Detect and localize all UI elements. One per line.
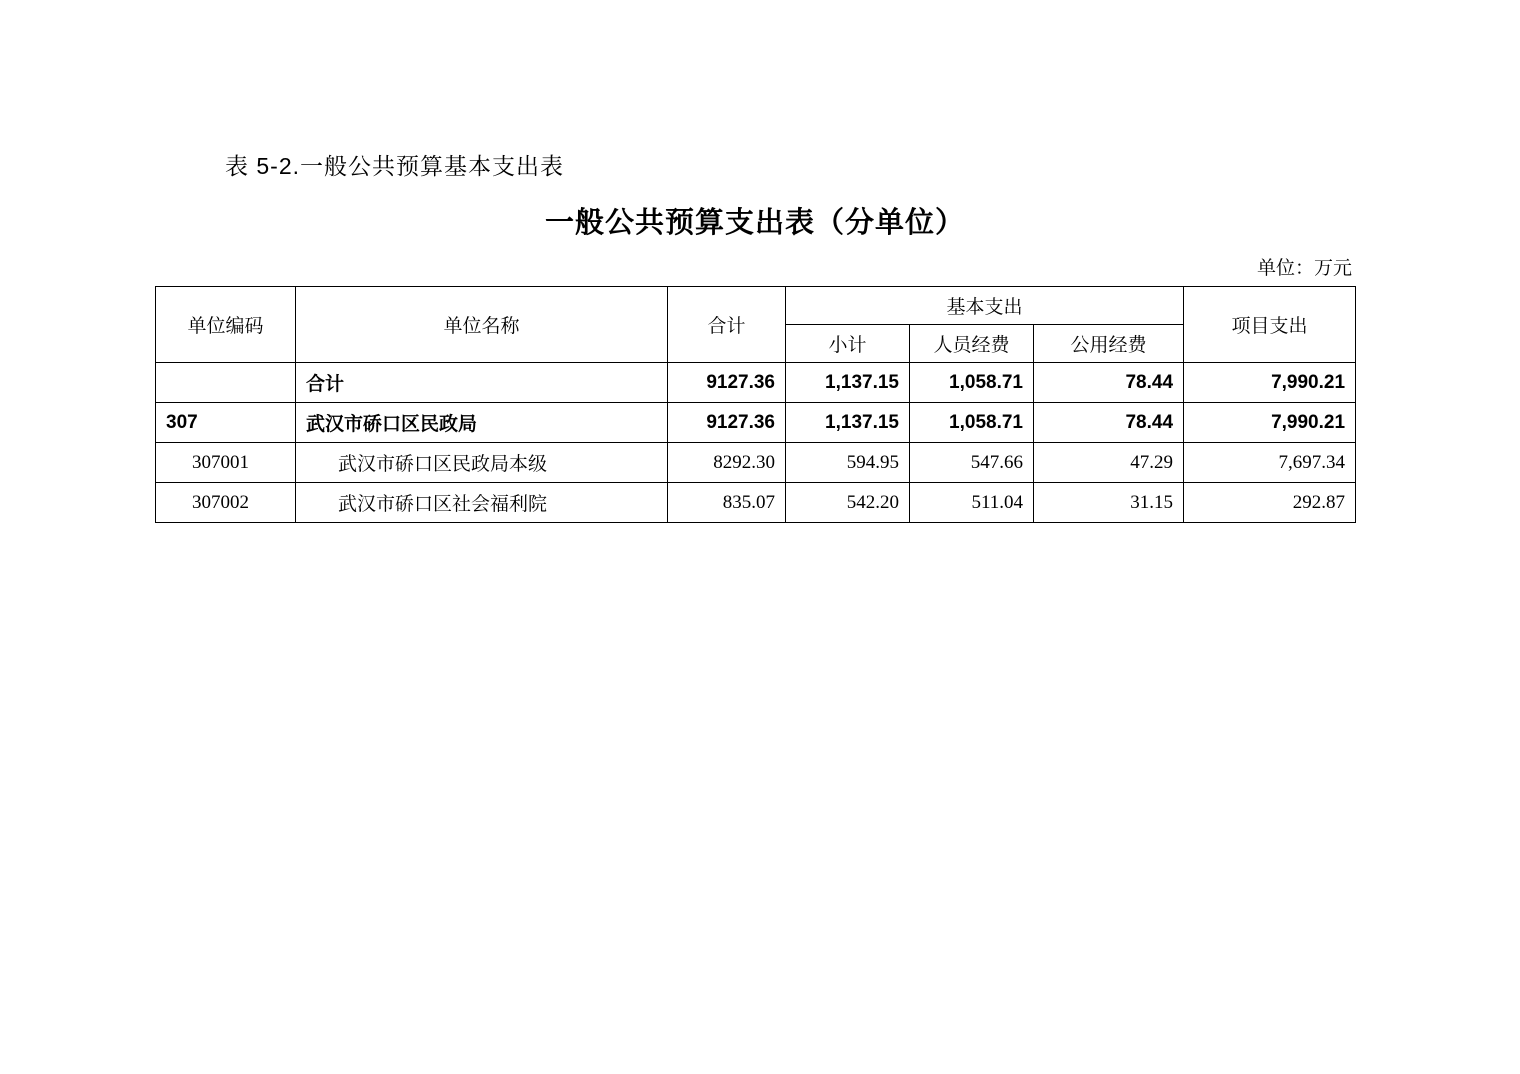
cell-total: 835.07 xyxy=(668,483,786,523)
budget-table xyxy=(155,286,1356,523)
column-header-basic-expenditure: 基本支出 xyxy=(786,287,1184,325)
cell-personnel: 1,058.71 xyxy=(910,363,1034,403)
table-row xyxy=(156,363,1356,403)
cell-personnel: 1,058.71 xyxy=(910,403,1034,443)
table-header xyxy=(156,287,1356,363)
page-title: 一般公共预算支出表（分单位） xyxy=(544,205,965,239)
cell-public: 78.44 xyxy=(1034,403,1184,443)
column-header-project-expenditure: 项目支出 xyxy=(1184,287,1356,363)
cell-unit-code xyxy=(156,363,296,403)
table-row xyxy=(156,443,1356,483)
cell-public: 47.29 xyxy=(1034,443,1184,483)
cell-unit-code: 307 xyxy=(156,403,296,443)
cell-public: 78.44 xyxy=(1034,363,1184,403)
cell-total: 9127.36 xyxy=(668,363,786,403)
unit-note: 单位：万元 xyxy=(1256,258,1352,279)
cell-personnel: 511.04 xyxy=(910,483,1034,523)
cell-total: 8292.30 xyxy=(668,443,786,483)
cell-unit-name: 武汉市硚口区社会福利院 xyxy=(296,483,668,523)
cell-project: 7,697.34 xyxy=(1184,443,1356,483)
column-header-unit-name: 单位名称 xyxy=(296,287,668,363)
column-header-total: 合计 xyxy=(668,287,786,363)
column-header-public: 公用经费 xyxy=(1034,325,1184,363)
table-row xyxy=(156,403,1356,443)
cell-subtotal: 1,137.15 xyxy=(786,403,910,443)
cell-subtotal: 542.20 xyxy=(786,483,910,523)
cell-total: 9127.36 xyxy=(668,403,786,443)
cell-subtotal: 594.95 xyxy=(786,443,910,483)
cell-project: 7,990.21 xyxy=(1184,363,1356,403)
column-header-unit-code: 单位编码 xyxy=(156,287,296,363)
cell-project: 7,990.21 xyxy=(1184,403,1356,443)
table-body xyxy=(156,363,1356,523)
cell-unit-code: 307002 xyxy=(156,483,296,523)
column-header-personnel: 人员经费 xyxy=(910,325,1034,363)
sheet-label: 表 5-2.一般公共预算基本支出表 xyxy=(225,153,565,179)
table-row xyxy=(156,483,1356,523)
cell-project: 292.87 xyxy=(1184,483,1356,523)
cell-personnel: 547.66 xyxy=(910,443,1034,483)
cell-unit-name: 武汉市硚口区民政局 xyxy=(296,403,668,443)
table-header-row-1 xyxy=(156,287,1356,325)
cell-subtotal: 1,137.15 xyxy=(786,363,910,403)
cell-public: 31.15 xyxy=(1034,483,1184,523)
column-header-subtotal: 小计 xyxy=(786,325,910,363)
cell-unit-code: 307001 xyxy=(156,443,296,483)
cell-unit-name: 合计 xyxy=(296,363,668,403)
cell-unit-name: 武汉市硚口区民政局本级 xyxy=(296,443,668,483)
